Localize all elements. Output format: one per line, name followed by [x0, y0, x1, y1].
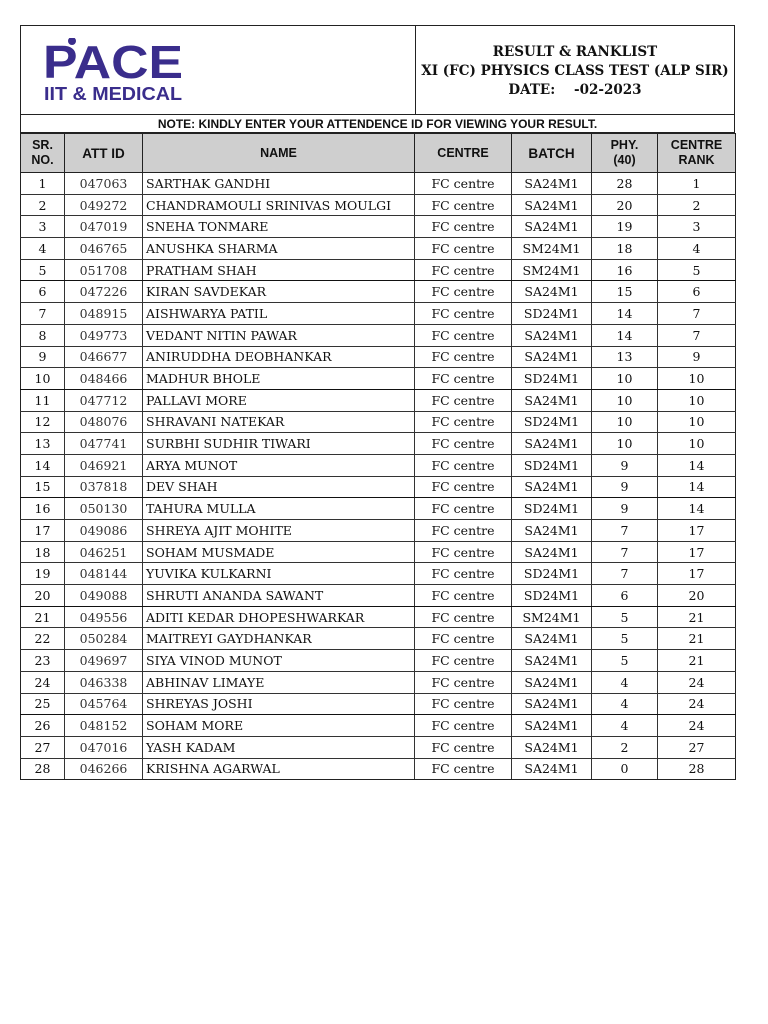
cell-att-id: 047063	[65, 173, 143, 195]
cell-name: VEDANT NITIN PAWAR	[143, 324, 415, 346]
cell-batch: SA24M1	[512, 324, 592, 346]
cell-sr: 9	[21, 346, 65, 368]
table-row	[21, 281, 736, 303]
cell-att-id: 047016	[65, 736, 143, 758]
cell-batch: SA24M1	[512, 173, 592, 195]
cell-batch: SA24M1	[512, 194, 592, 216]
cell-phy: 0	[592, 758, 658, 780]
cell-att-id: 048076	[65, 411, 143, 433]
cell-centre: FC centre	[415, 173, 512, 195]
cell-rank: 2	[658, 194, 736, 216]
cell-rank: 14	[658, 454, 736, 476]
cell-batch: SD24M1	[512, 585, 592, 607]
cell-batch: SD24M1	[512, 498, 592, 520]
cell-rank: 9	[658, 346, 736, 368]
table-row	[21, 693, 736, 715]
table-row	[21, 498, 736, 520]
cell-sr: 19	[21, 563, 65, 585]
cell-att-id: 048466	[65, 368, 143, 390]
table-row	[21, 173, 736, 195]
cell-centre: FC centre	[415, 650, 512, 672]
cell-rank: 6	[658, 281, 736, 303]
cell-batch: SA24M1	[512, 628, 592, 650]
cell-sr: 8	[21, 324, 65, 346]
cell-centre: FC centre	[415, 628, 512, 650]
table-row	[21, 194, 736, 216]
cell-centre: FC centre	[415, 216, 512, 238]
cell-name: ANIRUDDHA DEOBHANKAR	[143, 346, 415, 368]
cell-sr: 16	[21, 498, 65, 520]
cell-att-id: 048152	[65, 715, 143, 737]
table-row	[21, 303, 736, 325]
cell-rank: 7	[658, 324, 736, 346]
cell-name: TAHURA MULLA	[143, 498, 415, 520]
col-centre-rank: CENTRE RANK	[658, 134, 736, 173]
cell-sr: 11	[21, 389, 65, 411]
cell-name: CHANDRAMOULI SRINIVAS MOULGI	[143, 194, 415, 216]
cell-sr: 15	[21, 476, 65, 498]
col-att-id: ATT ID	[65, 134, 143, 173]
cell-rank: 20	[658, 585, 736, 607]
title-line-3: DATE: -02-2023	[508, 81, 642, 98]
cell-centre: FC centre	[415, 606, 512, 628]
table-row	[21, 650, 736, 672]
cell-name: YASH KADAM	[143, 736, 415, 758]
cell-name: SOHAM MORE	[143, 715, 415, 737]
cell-att-id: 049272	[65, 194, 143, 216]
cell-sr: 14	[21, 454, 65, 476]
cell-batch: SA24M1	[512, 281, 592, 303]
cell-batch: SA24M1	[512, 216, 592, 238]
cell-rank: 21	[658, 606, 736, 628]
cell-name: SOHAM MUSMADE	[143, 541, 415, 563]
cell-name: ARYA MUNOT	[143, 454, 415, 476]
cell-sr: 2	[21, 194, 65, 216]
cell-att-id: 050284	[65, 628, 143, 650]
cell-name: SHREYA AJIT MOHITE	[143, 520, 415, 542]
cell-phy: 14	[592, 324, 658, 346]
cell-rank: 28	[658, 758, 736, 780]
table-body	[21, 173, 736, 780]
cell-sr: 18	[21, 541, 65, 563]
cell-phy: 19	[592, 216, 658, 238]
cell-att-id: 048915	[65, 303, 143, 325]
cell-phy: 4	[592, 671, 658, 693]
cell-phy: 5	[592, 650, 658, 672]
cell-batch: SA24M1	[512, 715, 592, 737]
cell-rank: 5	[658, 259, 736, 281]
cell-att-id: 050130	[65, 498, 143, 520]
cell-sr: 13	[21, 433, 65, 455]
ranklist-table	[20, 133, 736, 780]
cell-sr: 7	[21, 303, 65, 325]
cell-name: SNEHA TONMARE	[143, 216, 415, 238]
cell-name: MADHUR BHOLE	[143, 368, 415, 390]
cell-centre: FC centre	[415, 411, 512, 433]
cell-centre: FC centre	[415, 303, 512, 325]
cell-phy: 6	[592, 585, 658, 607]
table-row	[21, 476, 736, 498]
cell-name: AISHWARYA PATIL	[143, 303, 415, 325]
cell-batch: SA24M1	[512, 433, 592, 455]
cell-name: ANUSHKA SHARMA	[143, 238, 415, 260]
header	[20, 25, 735, 115]
cell-name: KIRAN SAVDEKAR	[143, 281, 415, 303]
cell-att-id: 046921	[65, 454, 143, 476]
cell-centre: FC centre	[415, 520, 512, 542]
cell-sr: 1	[21, 173, 65, 195]
cell-sr: 24	[21, 671, 65, 693]
cell-phy: 10	[592, 433, 658, 455]
cell-att-id: 049773	[65, 324, 143, 346]
cell-sr: 17	[21, 520, 65, 542]
logo-subtitle: IIT & MEDICAL	[44, 84, 182, 104]
cell-phy: 5	[592, 606, 658, 628]
table-header-row	[21, 134, 736, 173]
cell-rank: 17	[658, 520, 736, 542]
cell-rank: 17	[658, 541, 736, 563]
cell-sr: 6	[21, 281, 65, 303]
cell-centre: FC centre	[415, 194, 512, 216]
table-row	[21, 606, 736, 628]
cell-att-id: 046338	[65, 671, 143, 693]
cell-name: PRATHAM SHAH	[143, 259, 415, 281]
cell-name: SHRUTI ANANDA SAWANT	[143, 585, 415, 607]
col-batch: BATCH	[512, 134, 592, 173]
cell-name: MAITREYI GAYDHANKAR	[143, 628, 415, 650]
cell-att-id: 046677	[65, 346, 143, 368]
cell-rank: 1	[658, 173, 736, 195]
cell-att-id: 046266	[65, 758, 143, 780]
attendance-note: NOTE: KINDLY ENTER YOUR ATTENDENCE ID FOR VIEWING YOUR RESULT.	[20, 115, 735, 133]
col-name: NAME	[143, 134, 415, 173]
cell-phy: 7	[592, 563, 658, 585]
cell-rank: 7	[658, 303, 736, 325]
cell-att-id: 048144	[65, 563, 143, 585]
cell-phy: 9	[592, 454, 658, 476]
title-block	[416, 26, 734, 114]
logo-brand: PACE	[43, 38, 183, 88]
cell-centre: FC centre	[415, 585, 512, 607]
cell-sr: 25	[21, 693, 65, 715]
cell-att-id: 049556	[65, 606, 143, 628]
cell-att-id: 047741	[65, 433, 143, 455]
table-row	[21, 585, 736, 607]
table-row	[21, 541, 736, 563]
cell-centre: FC centre	[415, 259, 512, 281]
cell-name: DEV SHAH	[143, 476, 415, 498]
cell-name: YUVIKA KULKARNI	[143, 563, 415, 585]
cell-phy: 5	[592, 628, 658, 650]
cell-sr: 10	[21, 368, 65, 390]
title-line-2: XI (FC) PHYSICS CLASS TEST (ALP SIR)	[421, 62, 729, 79]
cell-phy: 18	[592, 238, 658, 260]
table-row	[21, 238, 736, 260]
cell-centre: FC centre	[415, 346, 512, 368]
cell-batch: SM24M1	[512, 238, 592, 260]
cell-rank: 24	[658, 693, 736, 715]
cell-centre: FC centre	[415, 324, 512, 346]
cell-batch: SD24M1	[512, 411, 592, 433]
cell-batch: SM24M1	[512, 259, 592, 281]
cell-rank: 10	[658, 411, 736, 433]
cell-phy: 10	[592, 389, 658, 411]
col-sr-no: SR. NO.	[21, 134, 65, 173]
table-row	[21, 671, 736, 693]
cell-phy: 4	[592, 693, 658, 715]
col-phy: PHY. (40)	[592, 134, 658, 173]
col-centre: CENTRE	[415, 134, 512, 173]
cell-centre: FC centre	[415, 433, 512, 455]
cell-phy: 2	[592, 736, 658, 758]
cell-batch: SA24M1	[512, 346, 592, 368]
cell-sr: 27	[21, 736, 65, 758]
cell-phy: 7	[592, 541, 658, 563]
cell-rank: 27	[658, 736, 736, 758]
cell-phy: 16	[592, 259, 658, 281]
cell-name: SIYA VINOD MUNOT	[143, 650, 415, 672]
cell-rank: 21	[658, 650, 736, 672]
table-row	[21, 346, 736, 368]
cell-name: SHREYAS JOSHI	[143, 693, 415, 715]
cell-rank: 10	[658, 389, 736, 411]
cell-rank: 10	[658, 433, 736, 455]
cell-rank: 4	[658, 238, 736, 260]
cell-centre: FC centre	[415, 368, 512, 390]
cell-sr: 20	[21, 585, 65, 607]
cell-rank: 14	[658, 476, 736, 498]
cell-centre: FC centre	[415, 671, 512, 693]
cell-att-id: 049088	[65, 585, 143, 607]
cell-name: SURBHI SUDHIR TIWARI	[143, 433, 415, 455]
cell-batch: SA24M1	[512, 693, 592, 715]
table-row	[21, 433, 736, 455]
cell-batch: SD24M1	[512, 454, 592, 476]
table-row	[21, 520, 736, 542]
cell-att-id: 046765	[65, 238, 143, 260]
cell-centre: FC centre	[415, 454, 512, 476]
cell-phy: 7	[592, 520, 658, 542]
cell-phy: 28	[592, 173, 658, 195]
cell-phy: 9	[592, 498, 658, 520]
cell-sr: 5	[21, 259, 65, 281]
cell-att-id: 047712	[65, 389, 143, 411]
cell-att-id: 049086	[65, 520, 143, 542]
result-sheet	[20, 25, 735, 780]
cell-name: ADITI KEDAR DHOPESHWARKAR	[143, 606, 415, 628]
cell-batch: SM24M1	[512, 606, 592, 628]
cell-phy: 10	[592, 368, 658, 390]
cell-sr: 12	[21, 411, 65, 433]
cell-sr: 4	[21, 238, 65, 260]
cell-centre: FC centre	[415, 238, 512, 260]
cell-att-id: 049697	[65, 650, 143, 672]
cell-phy: 13	[592, 346, 658, 368]
cell-batch: SA24M1	[512, 671, 592, 693]
table-row	[21, 715, 736, 737]
cell-centre: FC centre	[415, 693, 512, 715]
cell-att-id: 047226	[65, 281, 143, 303]
cell-att-id: 051708	[65, 259, 143, 281]
cell-phy: 15	[592, 281, 658, 303]
table-row	[21, 411, 736, 433]
cell-batch: SA24M1	[512, 758, 592, 780]
cell-batch: SA24M1	[512, 736, 592, 758]
cell-rank: 10	[658, 368, 736, 390]
cell-sr: 21	[21, 606, 65, 628]
cell-centre: FC centre	[415, 281, 512, 303]
table-row	[21, 389, 736, 411]
cell-name: SHRAVANI NATEKAR	[143, 411, 415, 433]
cell-phy: 14	[592, 303, 658, 325]
logo-box	[21, 26, 416, 114]
table-row	[21, 216, 736, 238]
title-line-1: RESULT & RANKLIST	[492, 43, 658, 60]
cell-sr: 23	[21, 650, 65, 672]
cell-centre: FC centre	[415, 758, 512, 780]
cell-att-id: 047019	[65, 216, 143, 238]
cell-phy: 10	[592, 411, 658, 433]
cell-att-id: 037818	[65, 476, 143, 498]
cell-rank: 3	[658, 216, 736, 238]
cell-centre: FC centre	[415, 715, 512, 737]
cell-sr: 28	[21, 758, 65, 780]
pace-logo	[43, 38, 193, 104]
cell-batch: SA24M1	[512, 541, 592, 563]
cell-att-id: 046251	[65, 541, 143, 563]
cell-batch: SD24M1	[512, 563, 592, 585]
cell-sr: 22	[21, 628, 65, 650]
cell-batch: SD24M1	[512, 368, 592, 390]
cell-name: SARTHAK GANDHI	[143, 173, 415, 195]
table-row	[21, 259, 736, 281]
table-row	[21, 628, 736, 650]
cell-centre: FC centre	[415, 541, 512, 563]
cell-batch: SA24M1	[512, 520, 592, 542]
cell-centre: FC centre	[415, 498, 512, 520]
cell-phy: 4	[592, 715, 658, 737]
table-row	[21, 736, 736, 758]
cell-batch: SA24M1	[512, 389, 592, 411]
table-row	[21, 758, 736, 780]
cell-sr: 3	[21, 216, 65, 238]
cell-centre: FC centre	[415, 476, 512, 498]
cell-batch: SA24M1	[512, 476, 592, 498]
cell-rank: 24	[658, 671, 736, 693]
cell-phy: 20	[592, 194, 658, 216]
cell-rank: 21	[658, 628, 736, 650]
cell-centre: FC centre	[415, 563, 512, 585]
cell-att-id: 045764	[65, 693, 143, 715]
cell-rank: 24	[658, 715, 736, 737]
cell-name: PALLAVI MORE	[143, 389, 415, 411]
cell-rank: 17	[658, 563, 736, 585]
cell-centre: FC centre	[415, 736, 512, 758]
table-row	[21, 563, 736, 585]
table-row	[21, 324, 736, 346]
cell-sr: 26	[21, 715, 65, 737]
cell-name: ABHINAV LIMAYE	[143, 671, 415, 693]
cell-centre: FC centre	[415, 389, 512, 411]
cell-phy: 9	[592, 476, 658, 498]
table-row	[21, 454, 736, 476]
cell-batch: SA24M1	[512, 650, 592, 672]
cell-name: KRISHNA AGARWAL	[143, 758, 415, 780]
cell-rank: 14	[658, 498, 736, 520]
table-row	[21, 368, 736, 390]
cell-batch: SD24M1	[512, 303, 592, 325]
